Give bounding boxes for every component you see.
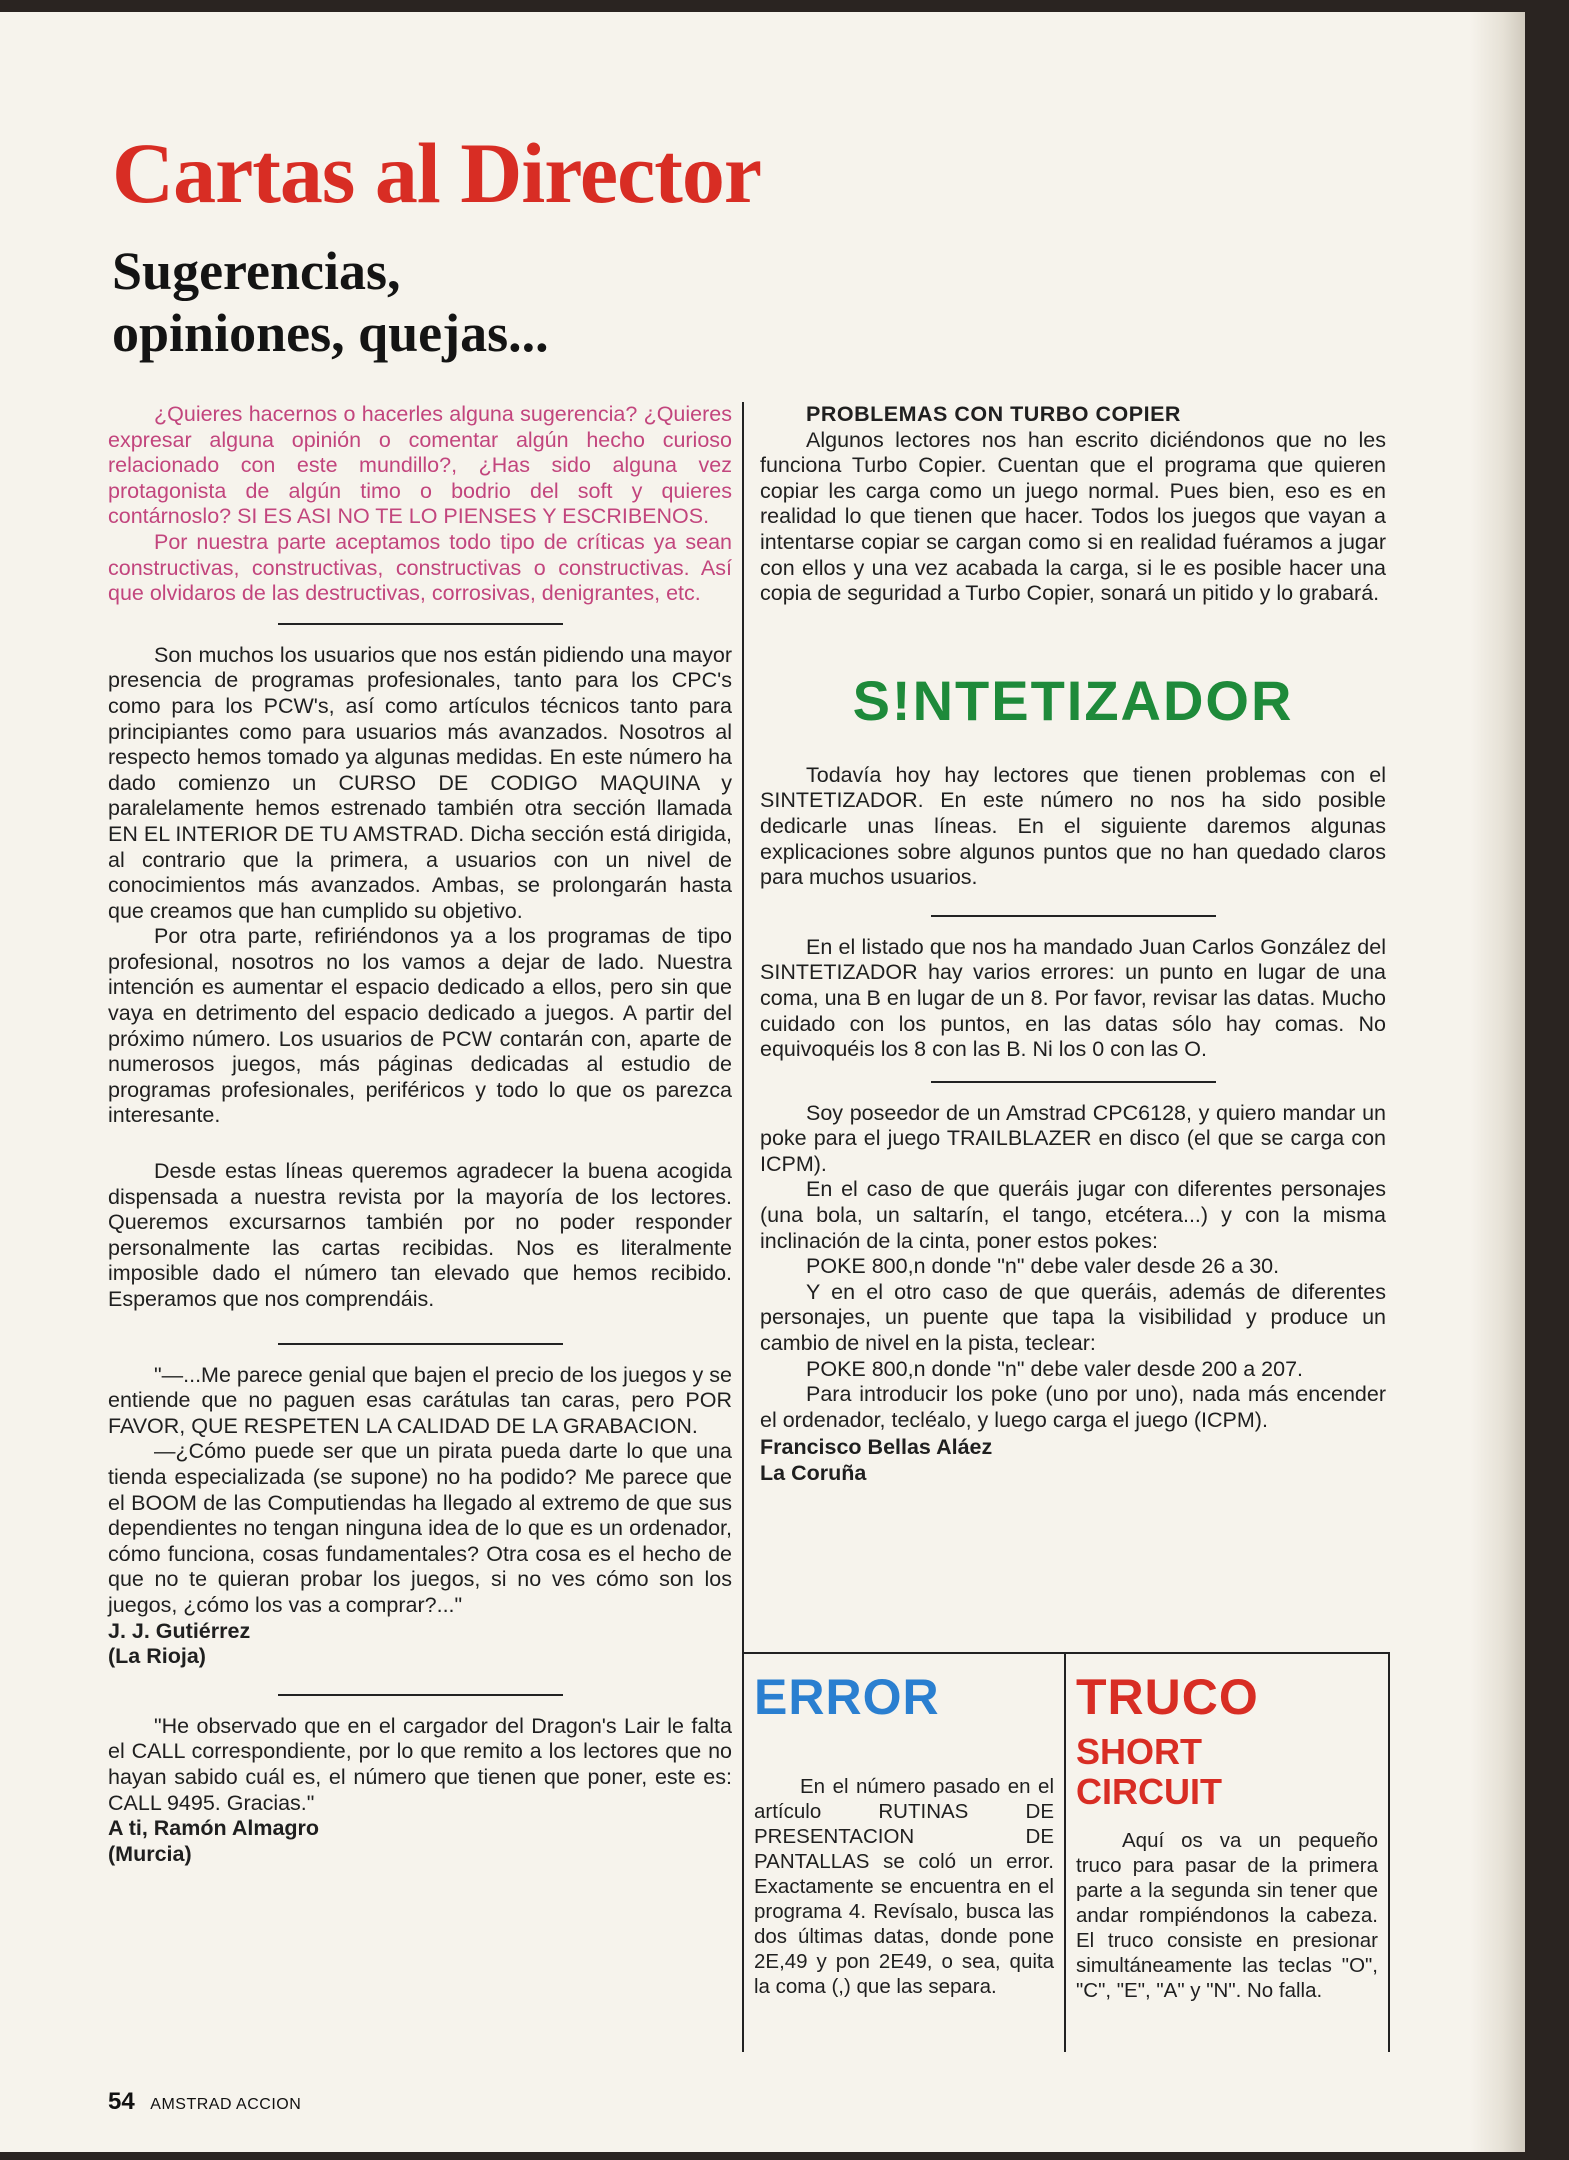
intro-paragraph-2: Por nuestra parte aceptamos todo tipo de críticas ya sean constructivas, constructivas, constructivas o constructivas. Así que olvidaros de las destructivas, corrosivas, denigrantes, etc. — [108, 529, 732, 606]
error-heading: ERROR — [754, 1669, 940, 1725]
editorial-paragraph-1: Son muchos los usuarios que nos están pidiendo una mayor presencia de programas profesionales, tanto para los CPC's como para los PCW's, así como artículos técnicos tanto para principiantes como para usuarios más avanzados. Nosotros al respecto hemos tomado ya algunas medidas. En este número ha dado comienzo un CURSO DE CODIGO MAQUINA y paralelamente hemos estrenado también otra sección llamada EN EL INTERIOR DE TU AMSTRAD. Dicha sección está dirigida, al contrario que la primera, a usuarios con un nivel de conocimientos más avanzados. Ambas, se prolongarán hasta que creamos que han cumplido su objetivo. — [108, 642, 732, 923]
turbo-copier-heading: PROBLEMAS CON TURBO COPIER — [806, 402, 1181, 426]
letter-2-signature — [108, 1816, 732, 1867]
spacer — [754, 1726, 1054, 1774]
turbo-copier-paragraph: Algunos lectores nos han escrito diciéndonos que no les funciona Turbo Copier. Cuentan que el programa que quieren copiar les carga como un juego normal. Pues bien, eso es en realidad lo que tienen que hacer. Todos los juegos que vayan a intentarse copiar se cargan como si en realidad fuéramos a jugar con ellos y una vez acabada la carga, si le es posible hacer una copia de seguridad a Turbo Copier, sonará un pitido y lo grabará. — [760, 427, 1386, 606]
subtitle-line-1: Sugerencias, — [112, 241, 401, 301]
poke-paragraph-3: POKE 800,n donde "n" debe valer desde 26 a 30. — [806, 1254, 1280, 1279]
letter-2-paragraph-1: "He observado que en el cargador del Dragon's Lair le falta el CALL correspondiente, por lo que remito a los lectores que no hayan sabido cuál es, el número que tienen que poner, este es: CALL 9495. Gracias." — [108, 1713, 732, 1815]
poke-signature — [760, 1435, 1336, 1486]
page-title: Cartas al Director — [112, 125, 762, 221]
divider — [931, 915, 1216, 917]
truco-box — [1064, 1652, 1390, 2052]
magazine-name: AMSTRAD ACCION — [150, 2096, 302, 2113]
letter-1-paragraph-1: "—...Me parece genial que bajen el precio de los juegos y se entiende que no paguen esas carátulas tan caras, pero POR FAVOR, QUE RESPETEN LA CALIDAD DE LA GRABACION. — [108, 1362, 732, 1438]
poke-paragraph-5: POKE 800,n donde "n" debe valer desde 200 a 207. — [806, 1356, 1303, 1381]
poke-paragraph-2: En el caso de que queráis jugar con diferentes personajes (una bola, un saltarín, el tango, etcétera...) y con la misma inclinación de la cinta, poner estos pokes: — [760, 1177, 1386, 1253]
poke-author: Francisco Bellas Aláez — [760, 1435, 993, 1460]
editorial-paragraph-2: Por otra parte, refiriéndonos ya a los programas de tipo profesional, nosotros no los vamos a dejar de lado. Nuestra intención es aumentar el espacio dedicado a ellos, pero sin que vaya en detrimento del espacio dedicado a juegos. A partir del próximo número. Los usuarios de PCW contarán con, aparte de numerosos juegos, más páginas dedicadas al estudio de programas profesionales, periféricos y todo lo que os parezca interesante. — [108, 924, 732, 1128]
truco-subheading-line-2: CIRCUIT — [1076, 1771, 1222, 1812]
letter-2-place: (Murcia) — [108, 1841, 192, 1866]
letter-1-author: J. J. Gutiérrez — [108, 1618, 251, 1643]
error-paragraph: En el número pasado en el artículo RUTINAS DE PRESENTACION DE PANTALLAS se coló un error. Exactamente se encuentra en el programa 4. Revísalo, busca las dos últimas datas, donde pone 2E,49 y pon 2E49, o sea, quita la coma (,) que las separa. — [754, 1775, 1054, 1998]
page-subtitle — [112, 240, 549, 364]
intro-block — [108, 402, 732, 607]
sintetizador-paragraph-2: En el listado que nos ha mandado Juan Carlos González del SINTETIZADOR hay varios errores: un punto en lugar de una coma, una B en lugar de un 8. Por favor, revisar las datas. Mucho cuidado con los puntos, en las datas sólo hay comas. No equivoquéis los 8 con las B. Ni los 0 con las O. — [760, 934, 1386, 1062]
divider — [278, 1343, 563, 1345]
right-column — [760, 402, 1386, 1487]
editorial-paragraph-3: Desde estas líneas queremos agradecer la buena acogida dispensada a nuestra revista por la mayoría de los lectores. Queremos excursarnos también por no poder responder personalmente las cartas recibidas. Nos es literalmente imposible dado el número tan elevado que hemos recibido. Esperamos que nos comprendáis. — [108, 1159, 732, 1311]
letter-1-paragraph-2: —¿Cómo puede ser que un pirata pueda darte lo que una tienda especializada (se supone) no ha podido? Me parece que el BOOM de las Computiendas ha llegado al extremo de que sus dependientes no tengan ninguna idea de lo que es un ordenador, cómo funciona, cosas fundamentales? Otra cosa es el hecho de que no te quieran probar los juegos, si no ves cómo son los juegos, ¿cómo los vas a comprar?..." — [108, 1439, 732, 1617]
divider — [278, 623, 563, 625]
page-edge-shadow — [1470, 12, 1525, 2152]
sintetizador-paragraph-1: Todavía hoy hay lectores que tienen problemas con el SINTETIZADOR. En este número no nos ha sido posible dedicarle unas líneas. En el siguiente daremos algunas explicaciones sobre algunos puntos que no han quedado claros para muchos usuarios. — [760, 762, 1386, 890]
letter-1-place: (La Rioja) — [108, 1644, 206, 1669]
letter-1-signature — [108, 1619, 732, 1670]
error-box — [742, 1652, 1066, 2052]
page-number: 54 — [108, 2088, 135, 2115]
truco-subheading — [1076, 1732, 1378, 1812]
poke-paragraph-4: Y en el otro caso de que queráis, además de diferentes personajes, un puente que tapa la visibilidad y produce un cambio de nivel en la pista, teclear: — [760, 1279, 1386, 1356]
page-footer — [108, 2088, 301, 2116]
poke-paragraph-1: Soy poseedor de un Amstrad CPC6128, y quiero mandar un poke para el juego TRAILBLAZER en disco (el que se carga con ICPM). — [760, 1100, 1386, 1176]
subtitle-line-2: opiniones, quejas... — [112, 303, 549, 363]
poke-paragraph-6: Para introducir los poke (uno por uno), nada más encender el ordenador, tecléalo, y luego carga el juego (ICPM). — [760, 1382, 1386, 1432]
truco-heading: TRUCO — [1076, 1669, 1259, 1725]
spacer — [108, 1129, 732, 1159]
divider — [278, 1694, 563, 1696]
intro-paragraph-1: ¿Quieres hacernos o hacerles alguna sugerencia? ¿Quieres expresar alguna opinión o comentar algún hecho curioso relacionado con este mundillo?, ¿Has sido alguna vez protagonista de algún timo o bodrio del soft y quieres contárnoslo? SI ES ASI NO TE LO PIENSES Y ESCRIBENOS. — [108, 402, 732, 529]
divider — [931, 1081, 1216, 1083]
truco-paragraph: Aquí os va un pequeño truco para pasar de la primera parte a la segunda sin tener que andar rompiéndonos la cabeza. El truco consiste en presionar simultáneamente las teclas "O", "C", "E", "A" y "N". No falla. — [1076, 1829, 1378, 2002]
magazine-page — [0, 12, 1525, 2152]
truco-subheading-line-1: SHORT — [1076, 1731, 1202, 1772]
left-column — [108, 402, 732, 1867]
sintetizador-heading: S!NTETIZADOR — [852, 668, 1294, 732]
letter-2-author: A ti, Ramón Almagro — [108, 1816, 320, 1841]
poke-place: La Coruña — [760, 1461, 867, 1485]
